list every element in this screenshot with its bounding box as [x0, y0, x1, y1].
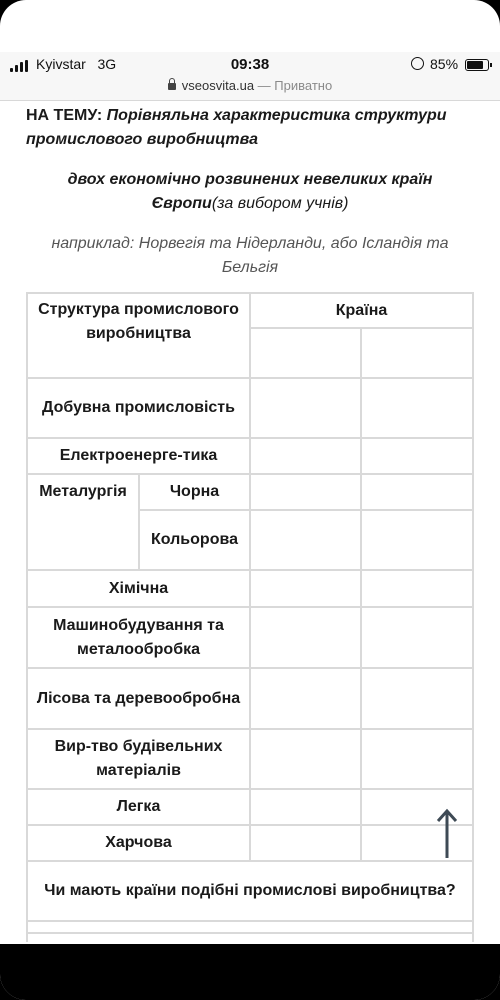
url-domain: vseosvita.ua — [181, 78, 255, 93]
page-heading: НА ТЕМУ: Порівняльна характеристика структури промислового виробництва — [26, 107, 447, 148]
status-time: 09:38 — [230, 56, 270, 73]
battery-percent: 85% — [430, 56, 459, 72]
example-text: наприклад: Норвегія та Нідерланди, або Ісландія та Бельгія — [51, 235, 449, 276]
screen-bottom — [0, 944, 500, 1000]
row-mining: Добувна промисловість — [42, 399, 235, 416]
row-non-ferrous: Кольорова — [151, 531, 238, 548]
header-country: Країна — [335, 301, 388, 319]
url-bar[interactable]: vseosvita.ua — Приватно — [0, 78, 500, 93]
row-light: Легка — [116, 798, 161, 815]
row-food: Харчова — [105, 834, 172, 851]
row-building-materials: Вир-тво будівельних матеріалів — [54, 738, 223, 779]
row-machine-building: Машинобудування та металообробка — [53, 616, 224, 658]
private-mode-label: Приватно — [274, 78, 333, 93]
question-row: Чи мають країни подібні промислові виробництва? — [44, 882, 456, 899]
row-electric-power: Електроенерге-тика — [59, 447, 218, 464]
arrow-up-icon[interactable] — [436, 808, 458, 860]
row-metallurgy: Металургія — [39, 483, 127, 500]
carrier-label: Kyivstar 3G — [36, 56, 117, 72]
subtitle: двох економічно розвинених невеликих країн Європи(за вибором учнів) — [67, 171, 433, 212]
header-structure: Структура промислового виробництва — [38, 301, 239, 342]
row-forestry: Лісова та деревообробна — [36, 689, 241, 707]
row-ferrous: Чорна — [169, 483, 220, 500]
row-chemical: Хімічна — [108, 579, 169, 597]
